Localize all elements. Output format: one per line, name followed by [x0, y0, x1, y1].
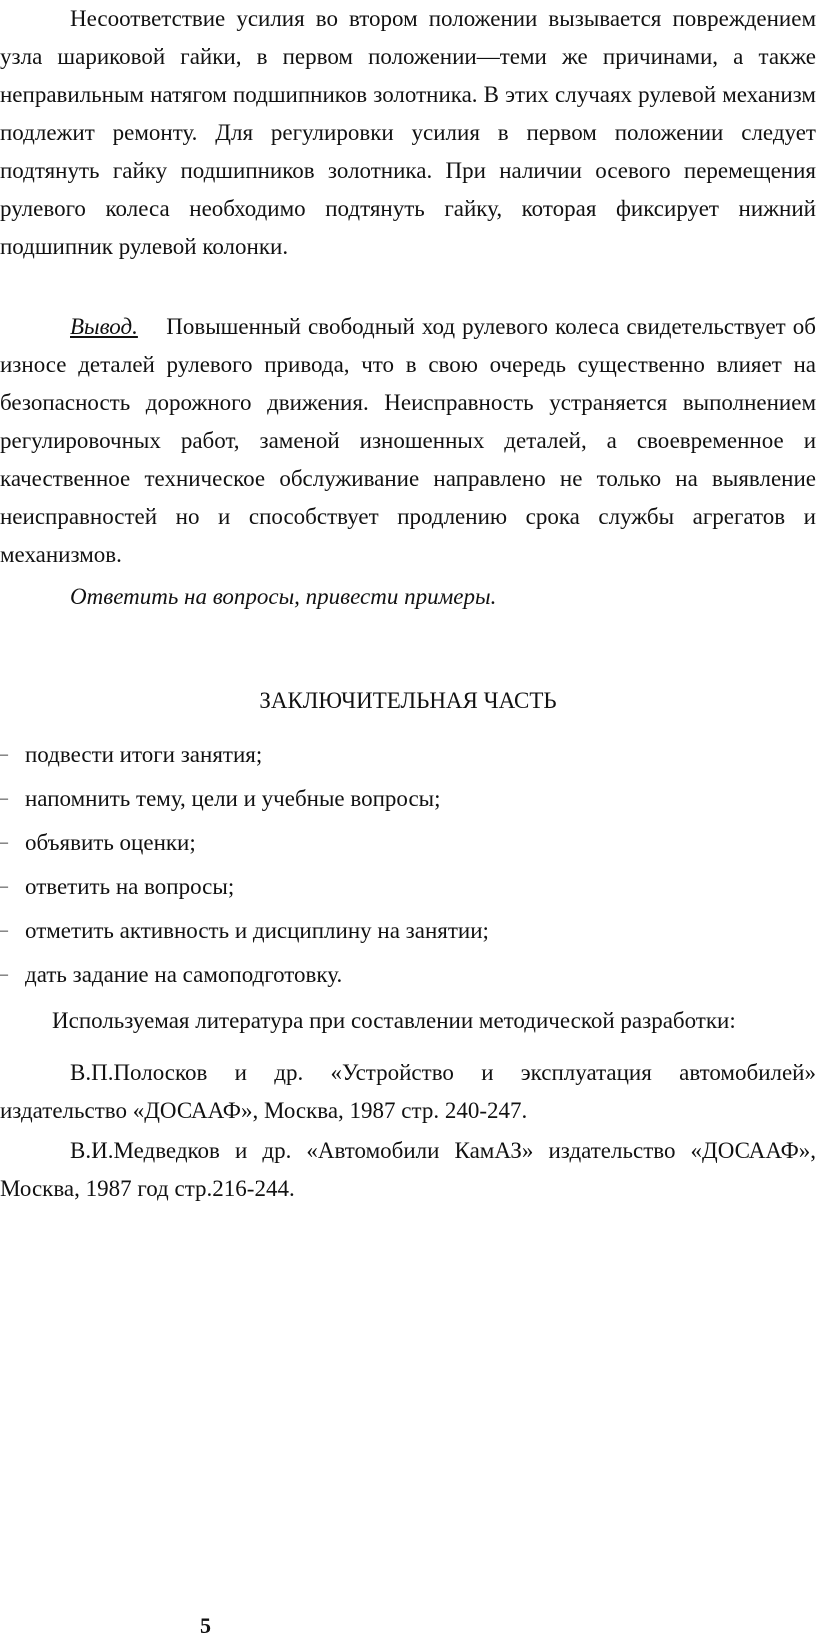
list-item: – ответить на вопросы; [0, 865, 816, 909]
dash-bullet: – [0, 834, 8, 851]
conclusion-label: Вывод. [70, 314, 138, 339]
list-item: – подвести итоги занятия; [0, 733, 816, 777]
list-item: – напомнить тему, цели и учебные вопросы; [0, 777, 816, 821]
paragraph-conclusion [0, 308, 816, 574]
list-item: – отметить активность и дисциплину на занятии; [0, 909, 816, 953]
paragraph-steering-effort: Несоответствие усилия во втором положении вызывается повреждением узла шариковой гайки, в первом положении—теми же причинами, а также неправильным натягом подшипников золотника. В этих случаях рулевой механизм подлежит ремонту. Для регулировки усилия в первом положении следует подтянуть гайку подшипников золотника. При наличии осевого перемещения рулевого колеса необходимо подтянуть гайку, которая фиксирует нижний подшипник рулевой колонки. [0, 6, 816, 259]
page-number: 5 [200, 1613, 211, 1638]
dash-bullet: – [0, 878, 8, 895]
task-instruction: Ответить на вопросы, привести примеры. [70, 584, 497, 609]
literature-ref-2: В.И.Медведков и др. «Автомобили КамАЗ» издательство «ДОСААФ», Москва, 1987 год стр.216-244. [0, 1138, 816, 1201]
literature-title: Используемая литература при составлении методической разработки: [52, 1008, 736, 1033]
dash-bullet: – [0, 790, 8, 807]
final-section-heading: ЗАКЛЮЧИТЕЛЬНАЯ ЧАСТЬ [259, 688, 557, 713]
dash-bullet: – [0, 922, 8, 939]
list-item: – дать задание на самоподготовку. [0, 953, 816, 997]
literature-ref-1: В.П.Полосков и др. «Устройство и эксплуатация автомобилей» издательство «ДОСААФ», Москва, 1987 стр. 240-247. [0, 1060, 816, 1123]
dash-bullet: – [0, 966, 8, 983]
final-section-list [0, 733, 816, 997]
conclusion-text: Повышенный свободный ход рулевого колеса свидетельствует об износе деталей рулевого привода, что в свою очередь существенно влияет на безопасность дорожного движения. Неисправность устраняется выполнением регулировочных работ, заменой изношенных деталей, а своевременное и качественное техническое обслуживание направлено не только на выявление неисправностей но и способствует продлению срока службы агрегатов и механизмов. [0, 314, 816, 567]
dash-bullet: – [0, 746, 8, 763]
list-item: – объявить оценки; [0, 821, 816, 865]
